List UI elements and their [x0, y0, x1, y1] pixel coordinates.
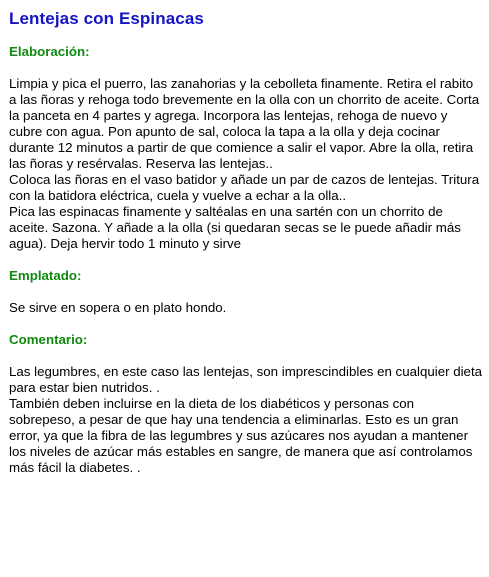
recipe-title: Lentejas con Espinacas: [9, 9, 204, 28]
elaboracion-text: Limpia y pica el puerro, las zanahorias y la cebolleta finamente. Retira el rabito a las ñoras y rehoga todo brevemente en la olla con un chorrito de aceite. Corta la panceta en 4 partes y agrega. Incorpora las lentejas, rehoga de nuevo y cubre con agua. Pon apunto de sal, coloca la tapa a la olla y deja cocinar durante 12 minutos a partir de que comience a salir el vapor. Abre la olla, retira las ñoras y resérvalas. Reserva las lentejas.. Coloca las ñoras en el vaso batidor y añade un par de cazos de lentejas. Tritura con la batidora eléctrica, cuela y vuelve a echar a la olla.. Pica las espinacas finamente y saltéalas en una sartén con un chorrito de aceite. Sazona. Y añade a la olla (si quedaran secas se le puede añadir más agua). Deja hervir todo 1 minuto y sirve: [9, 76, 480, 251]
emplatado-heading: Emplatado:: [9, 268, 82, 283]
comentario-text: Las legumbres, en este caso las lentejas, son imprescindibles en cualquier dieta para estar bien nutridos. . También deben incluirse en la dieta de los diabéticos y personas con sobrepeso, a pesar de que hay una tendencia a eliminarlas. Esto es un gran error, ya que la fibra de las legumbres y sus azúcares nos ayudan a mantener los niveles de azúcar más estables en sangre, de manera que así controlamos más fácil la diabetes. .: [9, 364, 483, 475]
emplatado-text: Se sirve en sopera o en plato hondo.: [9, 300, 227, 315]
elaboracion-heading: Elaboración:: [9, 44, 90, 59]
recipe-page: [9, 8, 483, 476]
comentario-heading: Comentario:: [9, 332, 88, 347]
